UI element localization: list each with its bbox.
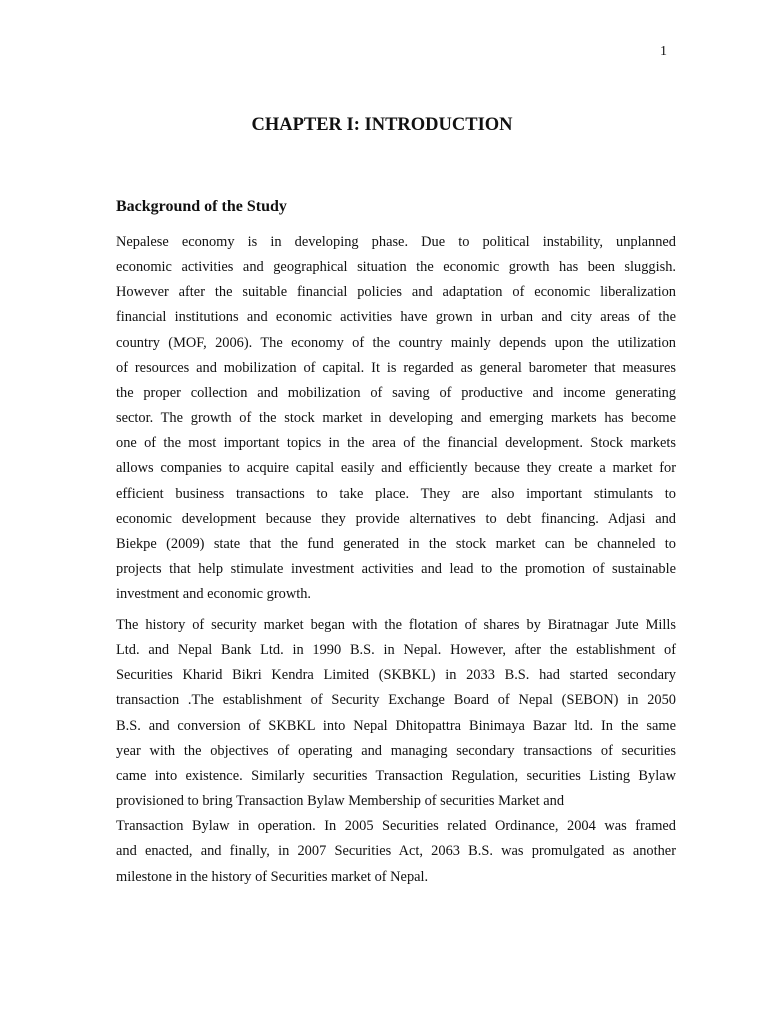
text-line: financial institutions and economic activities have grown in urban and city areas of the xyxy=(116,309,676,326)
text-line: provisioned to bring Transaction Bylaw Membership of securities Market and xyxy=(116,793,565,810)
text-line: efficient business transactions to take place. They are also important stimulants to xyxy=(116,485,676,502)
text-line: Biekpe (2009) state that the fund generated in the stock market can be channeled to xyxy=(116,535,676,552)
text-line: Ltd. and Nepal Bank Ltd. in 1990 B.S. in Nepal. However, after the establishment of xyxy=(116,642,676,659)
text-line: sector. The growth of the stock market in developing and emerging markets has become xyxy=(116,410,676,427)
chapter-title: CHAPTER I: INTRODUCTION xyxy=(251,115,513,135)
text-line: Transaction Bylaw in operation. In 2005 Securities related Ordinance, 2004 was framed xyxy=(116,818,676,835)
text-line: economic activities and geographical situation the economic growth has been sluggish. xyxy=(116,259,676,276)
text-line: B.S. and conversion of SKBKL into Nepal Dhitopattra Binimaya Bazar ltd. In the same xyxy=(116,717,676,734)
text-line: one of the most important topics in the area of the financial development. Stock markets xyxy=(116,435,676,452)
text-line: Securities Kharid Bikri Kendra Limited (SKBKL) in 2033 B.S. had started secondary xyxy=(116,667,676,684)
text-line: country (MOF, 2006). The economy of the country mainly depends upon the utilization xyxy=(116,334,676,351)
text-line: the proper collection and mobilization of saving of productive and income generating xyxy=(116,384,676,401)
text-line: year with the objectives of operating and managing secondary transactions of securities xyxy=(116,742,676,759)
text-line: of resources and mobilization of capital. It is regarded as general barometer that measures xyxy=(116,359,676,376)
text-line: The history of security market began with the flotation of shares by Biratnagar Jute Mills xyxy=(116,617,676,633)
text-line: milestone in the history of Securities market of Nepal. xyxy=(116,868,429,885)
text-line: However after the suitable financial policies and adaptation of economic liberalization xyxy=(116,284,676,301)
paragraph-2 xyxy=(116,613,676,890)
paragraph-1 xyxy=(116,230,676,607)
text-line: investment and economic growth. xyxy=(116,586,312,603)
section-heading: Background of the Study xyxy=(116,198,287,215)
text-line: economic development because they provide alternatives to debt financing. Adjasi and xyxy=(116,510,676,527)
text-line: came into existence. Similarly securities Transaction Regulation, securities Listing Bylaw xyxy=(116,767,676,784)
text-line: and enacted, and finally, in 2007 Securities Act, 2063 B.S. was promulgated as another xyxy=(116,843,676,860)
text-line: allows companies to acquire capital easily and efficiently because they create a market for xyxy=(116,460,676,477)
text-line: Nepalese economy is in developing phase. Due to political instability, unplanned xyxy=(116,234,676,250)
page-number: 1 xyxy=(660,44,667,59)
text-line: projects that help stimulate investment activities and lead to the promotion of sustainable xyxy=(116,561,676,578)
text-line: transaction .The establishment of Security Exchange Board of Nepal (SEBON) in 2050 xyxy=(116,692,676,709)
